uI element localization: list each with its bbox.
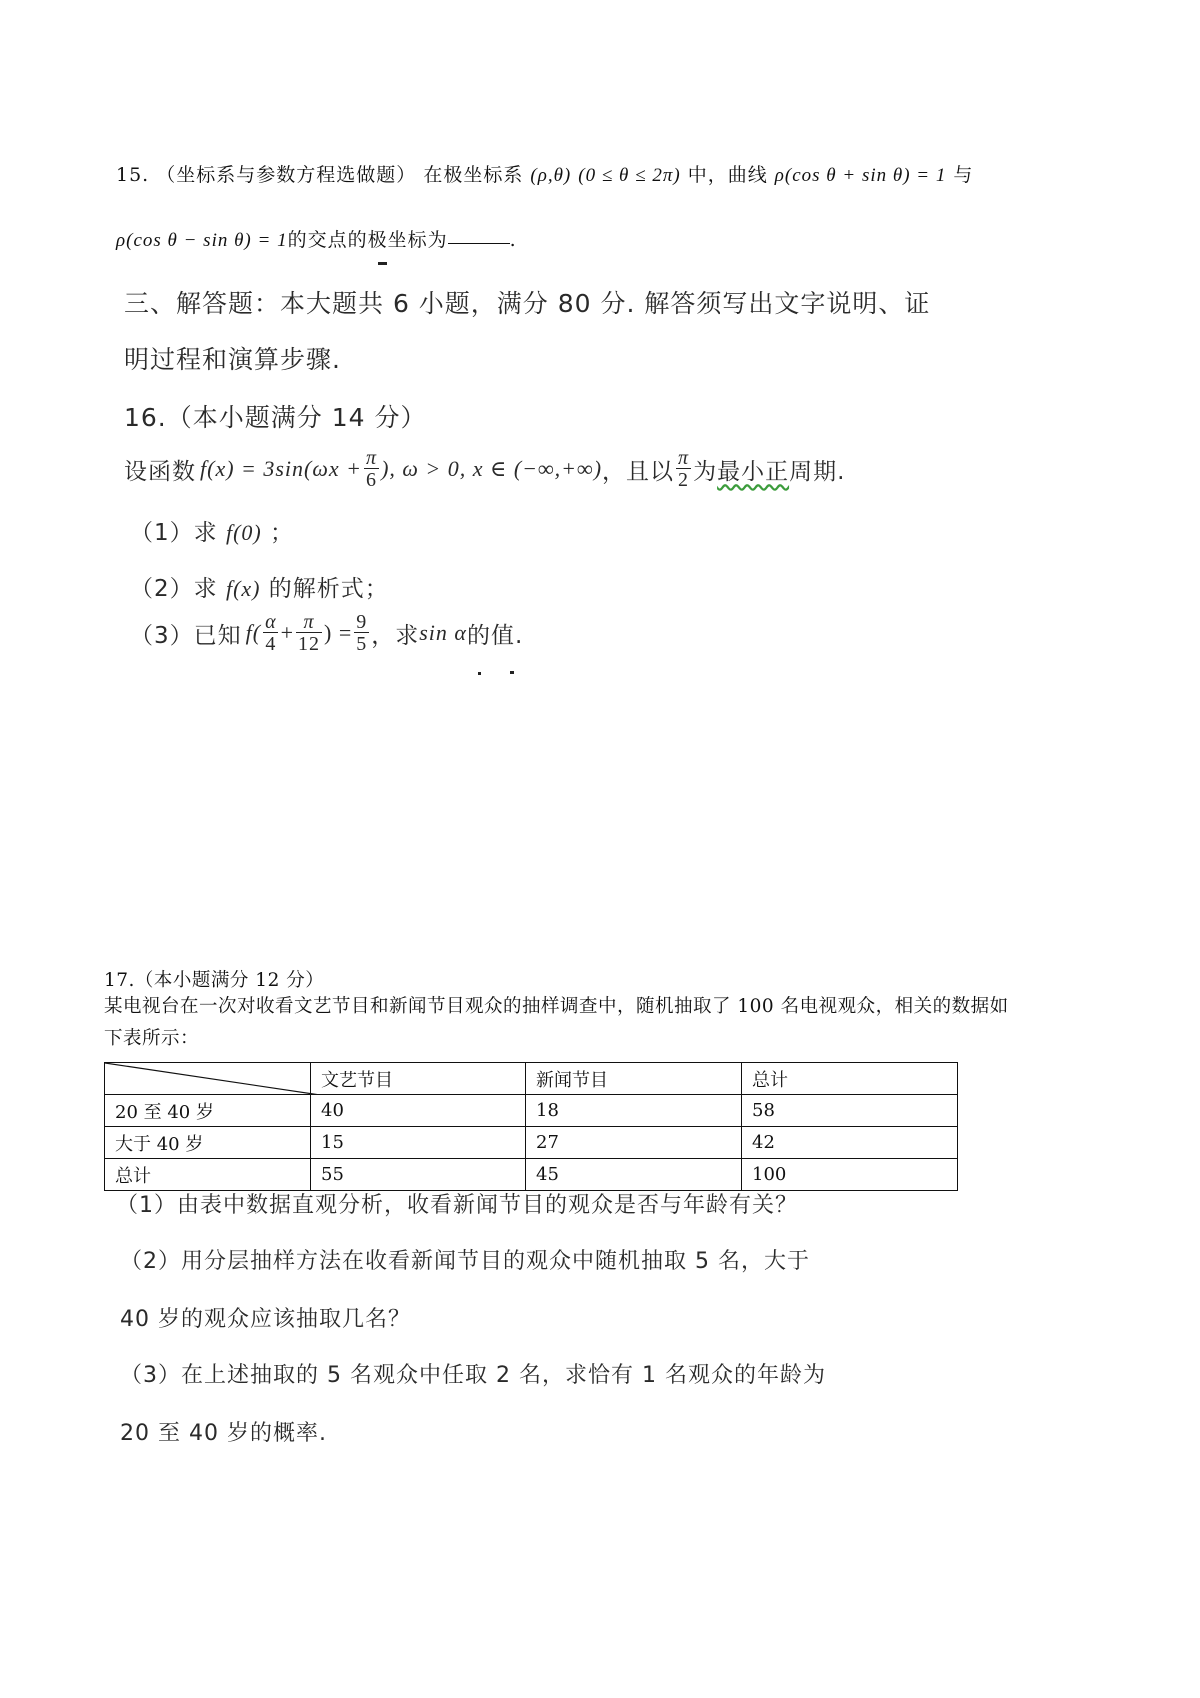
q16-func-a: f(x) = 3sin(ωx + [200, 456, 363, 481]
table-cell: 27 [526, 1127, 742, 1159]
table-header-row [105, 1063, 958, 1095]
q15-tag: （坐标系与参数方程选做题） [156, 164, 417, 186]
q17-part2-line2: 40 岁的观众应该抽取几名？ [120, 1307, 411, 1332]
q16-frac-alpha-4 [263, 612, 279, 654]
table-row [105, 1127, 958, 1159]
q15-text-d: 的交点的极坐标为 [287, 229, 448, 251]
q16-frac5-den: 5 [356, 633, 368, 655]
table-corner-cell [105, 1063, 311, 1095]
q16-part3-end: 的值. [466, 622, 524, 649]
table-row [105, 1095, 958, 1127]
row-label: 20 至 40 岁 [105, 1095, 311, 1127]
row-label: 大于 40 岁 [105, 1127, 311, 1159]
q17-intro-line1: 某电视台在一次对收看文艺节目和新闻节目观众的抽样调查中，随机抽取了 100 名电视观众，相关的数据如 [104, 996, 1009, 1017]
q16-intro-b: ，且以 [602, 458, 675, 485]
q16-part3-mid: ，求 [371, 622, 420, 649]
q16-intro-c: 为 [693, 458, 718, 485]
q17-intro-line2: 下表所示： [104, 1028, 200, 1049]
q16-intro-a: 设函数 [124, 458, 196, 485]
scan-speck [478, 672, 481, 675]
table-row [105, 1159, 958, 1191]
q16-part1-label: （1）求 [130, 520, 218, 546]
table-cell: 58 [742, 1095, 958, 1127]
q16-intro [124, 448, 845, 490]
section3-line2: 明过程和演算步骤. [124, 345, 341, 374]
q16-frac-pi-6 [364, 448, 379, 490]
diagonal-line [105, 1063, 320, 1095]
q17-part2-line1: （2）用分层抽样方法在收看新闻节目的观众中随机抽取 5 名，大于 [120, 1249, 810, 1274]
q16-part3-label: （3）已知 [130, 622, 242, 649]
q16-frac-pi-2 [676, 448, 691, 490]
q16-frac5-num: 9 [356, 611, 368, 633]
q16-frac-den: 6 [366, 469, 378, 491]
q16-frac3-den: 4 [265, 633, 277, 655]
q16-part3-plus: + [280, 620, 295, 645]
q15-number: 15. [116, 164, 150, 186]
q15-range: (0 ≤ θ ≤ 2π) [578, 165, 681, 186]
q16-part2-end: 的解析式； [268, 576, 389, 602]
table-header-cell: 总计 [742, 1063, 958, 1095]
q17-part1: （1）由表中数据直观分析，收看新闻节目的观众是否与年龄有关？ [116, 1193, 798, 1218]
q15-coord: (ρ,θ) [530, 165, 572, 186]
survey-table [104, 1062, 958, 1191]
q16-intro-e: 周期. [789, 458, 846, 485]
q16-frac4-num: π [303, 611, 315, 633]
q16-frac-pi-12 [296, 612, 322, 654]
q16-frac2-num: π [678, 447, 690, 469]
q15-text-b: 中，曲线 [687, 164, 768, 186]
q16-func-b: ), ω > 0, x ∈ (−∞,+∞) [381, 456, 603, 481]
q17-part3-line1: （3）在上述抽取的 5 名观众中任取 2 名，求恰有 1 名观众的年龄为 [120, 1363, 826, 1388]
q15-curve1: ρ(cos θ + sin θ) = 1 [774, 165, 947, 186]
q16-header: 16.（本小题满分 14 分） [124, 403, 427, 432]
q15-line2 [116, 225, 517, 252]
table-cell: 40 [311, 1095, 526, 1127]
q17-header: 17.（本小题满分 12 分） [104, 970, 325, 991]
q16-intro-d: 最小正 [717, 458, 790, 485]
q16-frac4-den: 12 [298, 633, 321, 655]
q16-part1 [130, 514, 294, 547]
q16-part2 [130, 570, 389, 603]
q17-part3-line2: 20 至 40 岁的概率. [120, 1421, 327, 1446]
q16-part1-math: f(0) [225, 520, 262, 545]
q16-frac2-den: 2 [678, 469, 690, 491]
table-header-cell: 文艺节目 [311, 1063, 526, 1095]
q16-frac-9-5 [354, 612, 369, 654]
q15-answer-blank [448, 242, 510, 244]
table-cell: 45 [526, 1159, 742, 1191]
table-cell: 42 [742, 1127, 958, 1159]
q15-end: . [509, 229, 517, 251]
q16-frac-num: π [366, 447, 378, 469]
q16-part1-end: ； [270, 520, 295, 546]
q16-part3-f: f( [245, 620, 262, 645]
q15-text-a: 在极坐标系 [423, 164, 524, 186]
scan-speck [510, 671, 514, 674]
table-cell: 55 [311, 1159, 526, 1191]
q16-part2-label: （2）求 [130, 576, 218, 602]
table-cell: 18 [526, 1095, 742, 1127]
q16-part2-math: f(x) [225, 576, 261, 601]
q15-text-c: 与 [953, 164, 974, 186]
row-label: 总计 [105, 1159, 311, 1191]
q15-curve2: ρ(cos θ − sin θ) = 1 [116, 230, 288, 251]
table-header-cell: 新闻节目 [526, 1063, 742, 1095]
q16-part3-sin: sin α [419, 620, 467, 645]
section3-line1: 三、解答题：本大题共 6 小题，满分 80 分. 解答须写出文字说明、证 [124, 289, 931, 318]
q16-frac3-num: α [265, 611, 277, 633]
table-cell: 100 [742, 1159, 958, 1191]
q16-part3 [130, 612, 523, 654]
q15-line1 [116, 160, 973, 187]
table-cell: 15 [311, 1127, 526, 1159]
scan-speck [378, 262, 387, 265]
q16-part3-close: ) = [324, 620, 353, 645]
